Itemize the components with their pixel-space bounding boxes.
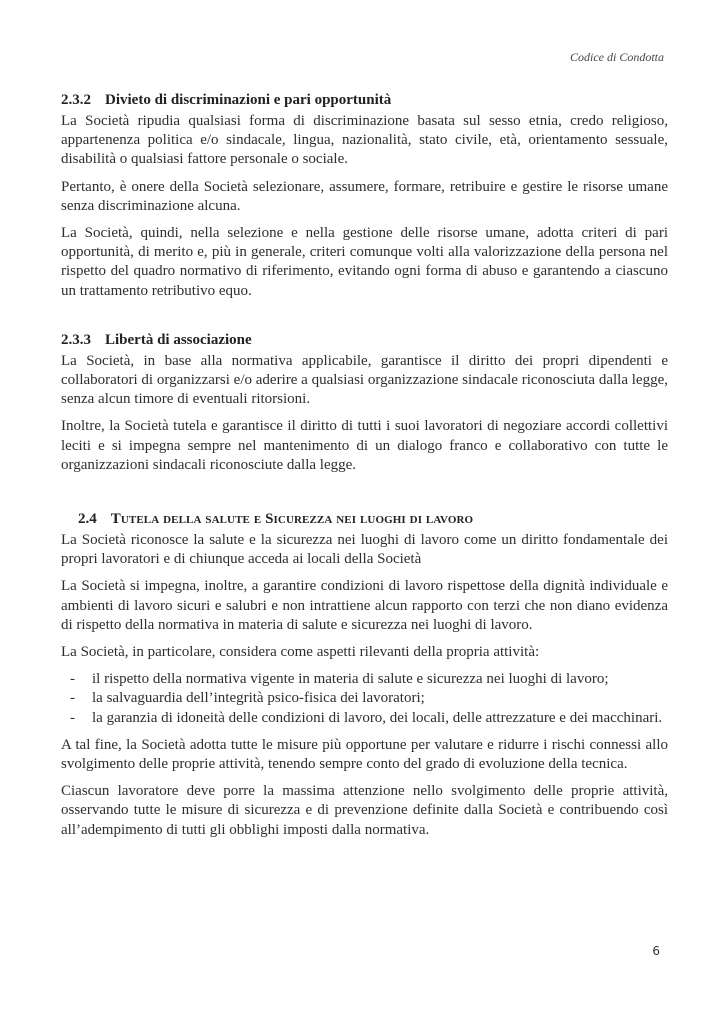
section-spacer xyxy=(61,483,668,511)
list-item-text: la salvaguardia dell’integrità psico-fisica dei lavoratori; xyxy=(92,690,425,707)
aspects-list xyxy=(61,670,668,728)
list-marker: - xyxy=(70,709,75,726)
running-header: Codice di Condotta xyxy=(570,50,664,64)
section-title: Divieto di discriminazioni e pari opportunità xyxy=(105,92,392,108)
paragraph: La Società, in base alla normativa applicabile, garantisce il diritto dei propri dipendenti e collaboratori di organizzarsi e/o aderire a qualsiasi organizzazione sindacale riconosciuta dalla legge, senza alcun timore di eventuali ritorsioni. xyxy=(61,352,668,408)
section-spacer xyxy=(61,309,668,332)
section-title: Libertà di associazione xyxy=(105,331,252,348)
page-number: 6 xyxy=(652,944,660,958)
paragraph: La Società riconosce la salute e la sicurezza nei luoghi di lavoro come un diritto fondamentale dei propri lavoratori e di chiunque acceda ai locali della Società xyxy=(61,532,668,568)
list-marker: - xyxy=(70,671,75,688)
paragraph: A tal fine, la Società adotta tutte le misure più opportune per valutare e ridurre i rischi connessi allo svolgimento delle proprie attività, tenendo sempre conto del grado di evoluzione della tecnica. xyxy=(61,736,668,773)
list-item-text: il rispetto della normativa vigente in materia di salute e sicurezza nei luoghi di lavoro; xyxy=(92,671,609,688)
section-heading-2-3-2 xyxy=(61,92,668,109)
section-number: 2.3.2 xyxy=(61,92,91,108)
paragraph: La Società, quindi, nella selezione e nella gestione delle risorse umane, adotta criteri di pari opportunità, di merito e, più in generale, criteri comunque volti alla valorizzazione della persona nel rispetto del quadro normativo di riferimento, evitando ogni forma di abuso e garantendo a ciascuno un trattamento retributivo equo. xyxy=(61,225,668,299)
list-item-text: la garanzia di idoneità delle condizioni di lavoro, dei locali, delle attrezzature e dei macchinari. xyxy=(92,709,663,726)
paragraph: La Società si impegna, inoltre, a garantire condizioni di lavoro rispettose della dignità individuale e ambienti di lavoro sicuri e salubri e non intrattiene alcun rapporto con terzi che non diano evidenza di rispetto della normativa in materia di salute e sicurezza nei luoghi di lavoro. xyxy=(61,578,668,633)
section-number: 2.4 xyxy=(78,511,97,528)
list-marker: - xyxy=(70,690,75,707)
paragraph: Inoltre, la Società tutela e garantisce il diritto di tutti i suoi lavoratori di negoziare accordi collettivi leciti e si impegna sempre nel mantenimento di un dialogo franco e collaborativo con tutte le organizzazioni sindacali riconosciute dalla legge. xyxy=(61,418,668,473)
list-item xyxy=(61,709,668,728)
list-item xyxy=(61,670,668,689)
section-number: 2.3.3 xyxy=(61,331,91,348)
paragraph: La Società ripudia qualsiasi forma di discriminazione basata sul sesso etnia, credo religioso, appartenenza politica e/o sindacale, lingua, nazionalità, stato civile, età, orientamento sessuale, disabilità o qualsiasi fattore personale o sociale. xyxy=(61,113,668,168)
list-item xyxy=(61,689,668,708)
paragraph: Ciascun lavoratore deve porre la massima attenzione nello svolgimento delle proprie attività, osservando tutte le misure di sicurezza e di prevenzione definite dalla Società e contribuendo così all’adempimento di tutti gli obblighi imposti dalla normativa. xyxy=(61,783,668,838)
paragraph: La Società, in particolare, considera come aspetti rilevanti della propria attività: xyxy=(61,644,540,661)
page-content xyxy=(61,92,668,848)
paragraph: Pertanto, è onere della Società selezionare, assumere, formare, retribuire e gestire le risorse umane senza discriminazione alcuna. xyxy=(61,178,668,214)
section-title: Tutela della salute e Sicurezza nei luoghi di lavoro xyxy=(110,511,474,528)
section-heading-2-4 xyxy=(78,511,668,528)
section-heading-2-3-3 xyxy=(61,332,668,349)
